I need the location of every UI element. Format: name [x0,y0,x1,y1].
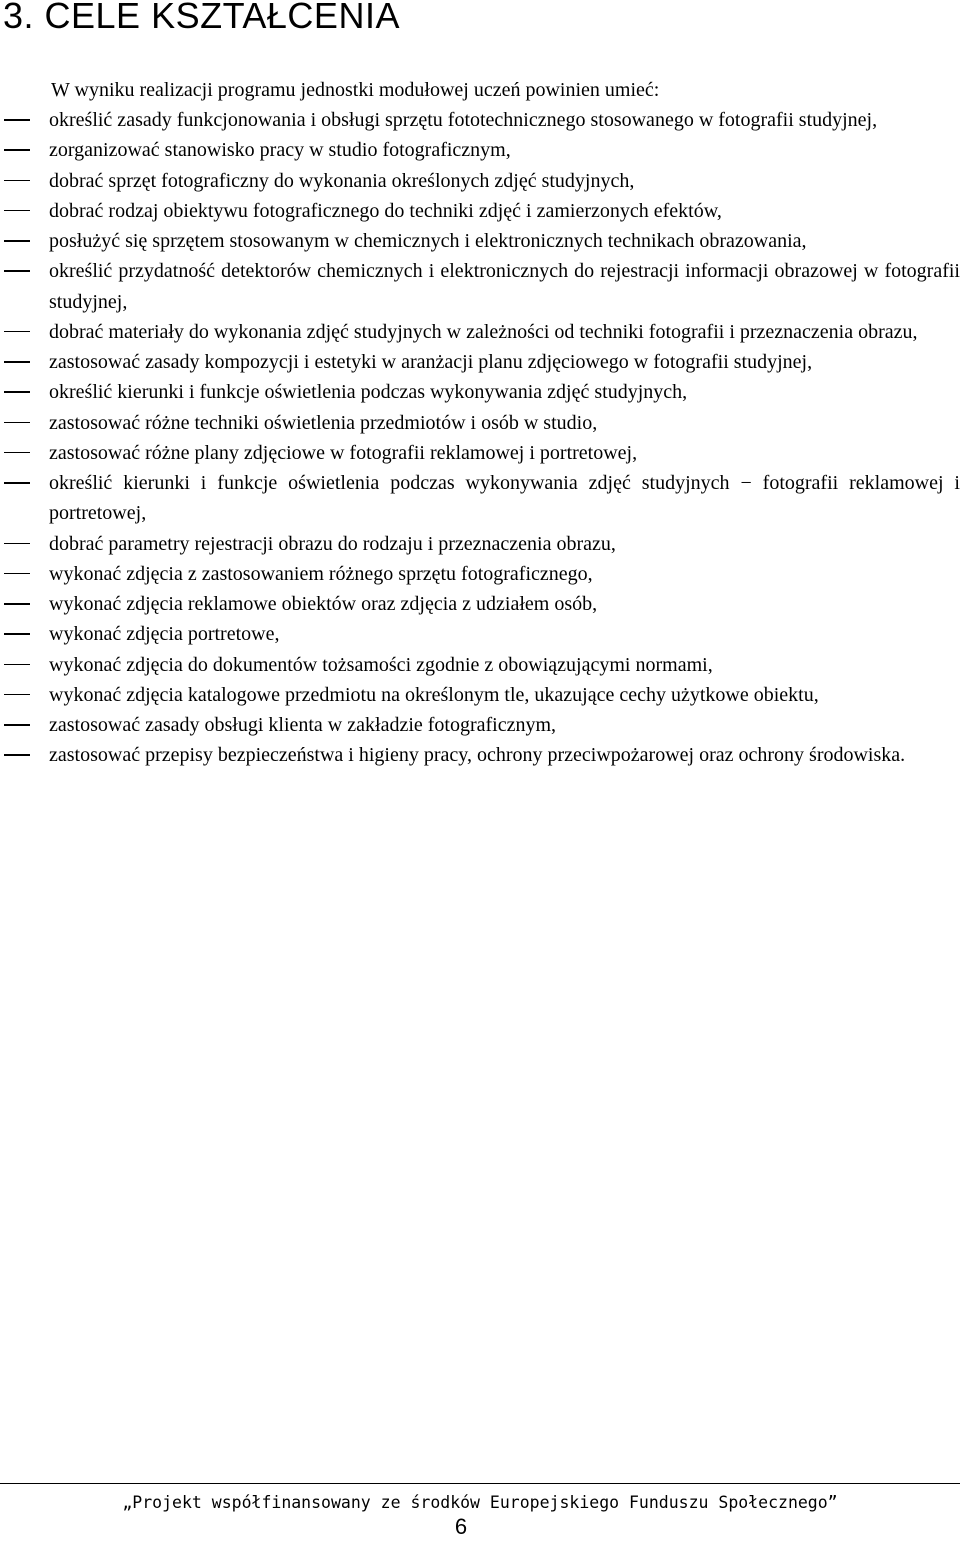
list-item [0,377,960,407]
list-item [0,559,960,589]
list-item-text: określić kierunki i funkcje oświetlenia podczas wykonywania zdjęć studyjnych, [49,381,688,404]
dash-bullet-icon [4,391,30,393]
dash-bullet-icon [4,452,30,454]
list-item-text: wykonać zdjęcia z zastosowaniem różnego sprzętu fotograficznego, [49,562,593,585]
list-item-text: wykonać zdjęcia portretowe, [49,623,280,646]
list-item-text: wykonać zdjęcia do dokumentów tożsamości zgodnie z obowiązującymi normami, [49,653,713,676]
list-item [0,135,960,165]
list-item-text: zastosować przepisy bezpieczeństwa i higieny pracy, ochrony przeciwpożarowej oraz ochrony środowiska. [49,744,906,767]
footer-divider [0,1483,960,1484]
list-item [0,408,960,438]
list-item-text: zorganizować stanowisko pracy w studio fotograficznym, [49,139,511,162]
dash-bullet-icon [4,119,30,121]
list-item [0,740,960,770]
dash-bullet-icon [4,573,30,575]
list-item-text: określić zasady funkcjonowania i obsługi sprzętu fototechnicznego stosowanego w fotografii studyjnej, [49,109,878,131]
dash-bullet-icon [4,240,30,242]
list-item-text: dobrać parametry rejestracji obrazu do rodzaju i przeznaczenia obrazu, [49,532,616,555]
list-item-text: określić przydatność detektorów chemicznych i elektronicznych do rejestracji informacji obrazowej w fotografii studyjnej, [49,260,960,313]
list-item [0,438,960,468]
page-number: 6 [454,1514,468,1539]
list-item [0,650,960,680]
dash-bullet-icon [4,543,30,545]
dash-bullet-icon [4,694,30,696]
list-item-text: wykonać zdjęcia katalogowe przedmiotu na określonym tle, ukazujące cechy użytkowe obiektu, [49,683,819,706]
list-item-text: wykonać zdjęcia reklamowe obiektów oraz zdjęcia z udziałem osób, [49,593,598,615]
page-title: 3. CELE KSZTAŁCENIA [3,0,400,36]
list-item [0,710,960,740]
dash-bullet-icon [4,603,30,605]
list-item [0,256,960,317]
list-item [0,226,960,256]
list-item-text: określić kierunki i funkcje oświetlenia podczas wykonywania zdjęć studyjnych − fotografii reklamowej i portretowej, [49,472,960,525]
learning-objectives-list [0,105,960,771]
dash-bullet-icon [4,422,30,424]
dash-bullet-icon [4,361,30,363]
list-item [0,105,960,135]
list-item [0,468,960,529]
list-item-text: zastosować zasady kompozycji i estetyki w aranżacji planu zdjęciowego w fotografii studyjnej, [49,351,813,373]
dash-bullet-icon [4,270,30,272]
list-item-text: dobrać sprzęt fotograficzny do wykonania określonych zdjęć studyjnych, [49,169,635,192]
list-item [0,619,960,649]
dash-bullet-icon [4,482,30,484]
dash-bullet-icon [4,180,30,182]
list-item [0,196,960,226]
list-item-text: zastosować różne plany zdjęciowe w fotografii reklamowej i portretowej, [49,441,638,464]
dash-bullet-icon [4,210,30,212]
list-item-text: dobrać materiały do wykonania zdjęć studyjnych w zależności od techniki fotografii i przeznaczenia obrazu, [49,320,918,343]
list-item-text: dobrać rodzaj obiektywu fotograficznego do techniki zdjęć i zamierzonych efektów, [49,199,722,222]
dash-bullet-icon [4,664,30,666]
dash-bullet-icon [4,633,30,635]
list-item-text: posłużyć się sprzętem stosowanym w chemicznych i elektronicznych technikach obrazowania, [49,230,807,252]
list-item-text: zastosować zasady obsługi klienta w zakładzie fotograficznym, [49,714,557,736]
list-item [0,347,960,377]
list-item [0,529,960,559]
dash-bullet-icon [4,149,30,151]
intro-text: W wyniku realizacji programu jednostki modułowej uczeń powinien umieć: [51,79,660,101]
footer-funding-note: „Projekt współfinansowany ze środków Europejskiego Funduszu Społecznego” [122,1493,838,1512]
list-item [0,317,960,347]
dash-bullet-icon [4,754,30,756]
list-item-text: zastosować różne techniki oświetlenia przedmiotów i osób w studio, [49,411,598,434]
dash-bullet-icon [4,724,30,726]
list-item [0,680,960,710]
list-item [0,166,960,196]
list-item [0,589,960,619]
dash-bullet-icon [4,331,30,333]
